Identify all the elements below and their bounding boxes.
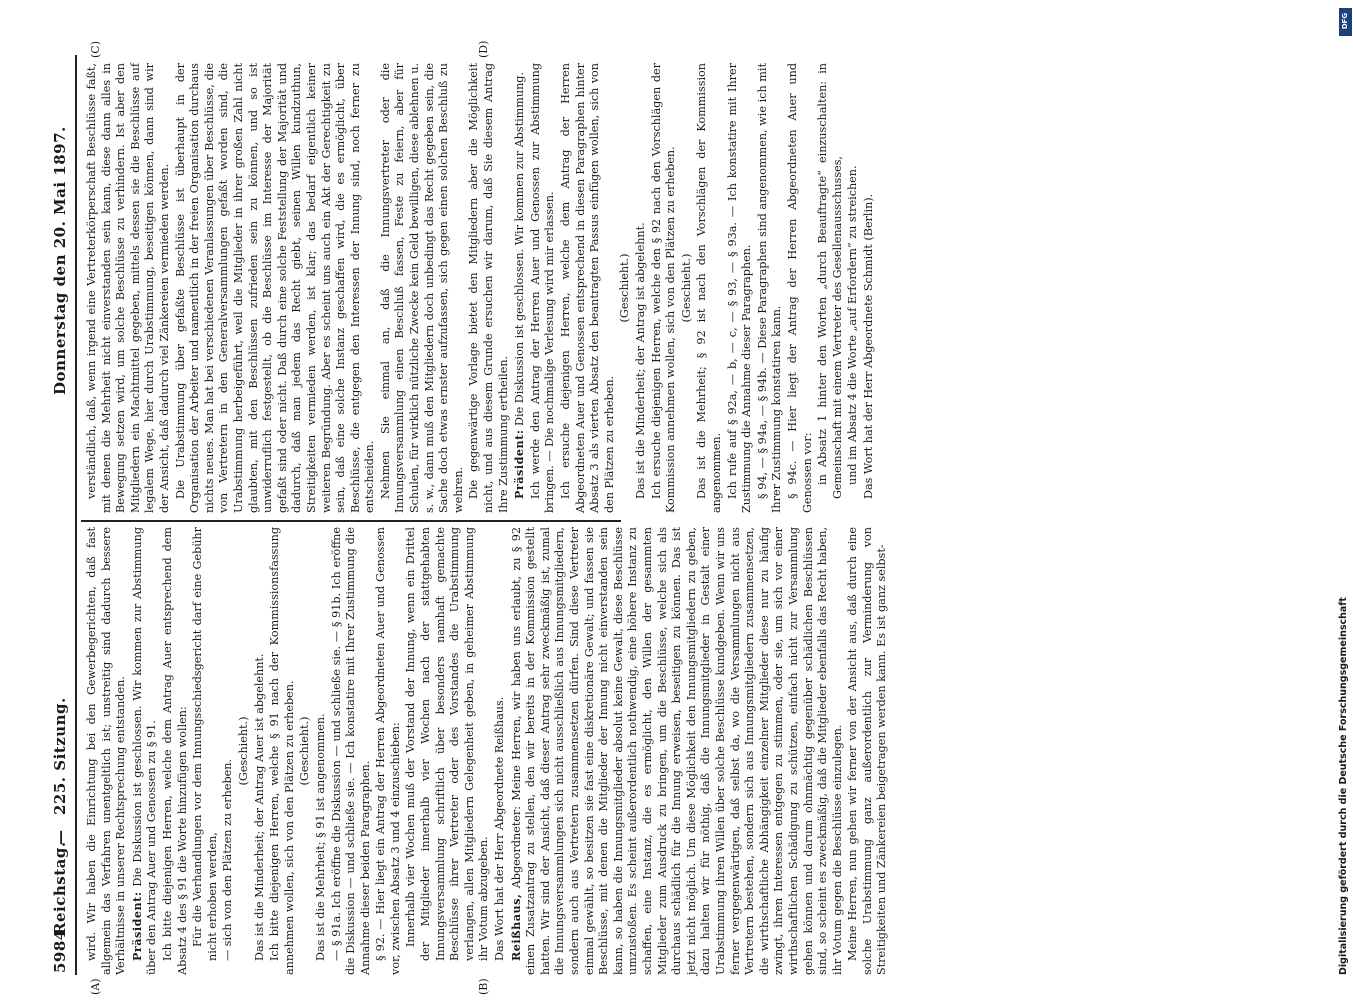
speaker-name: Reißhaus, [508,893,523,961]
quoted-motion [191,527,220,975]
margin-marker-c: (C) [89,41,102,58]
paragraph-text: § 94, — § 94a, — § 94b. — Diese Paragraphen sind angenommen, wie ich mit Ihrer Zustimmung konstatiren kann. [755,63,784,513]
paragraph-text: Die Diskussion ist geschlossen. Wir kommen zur Abstimmung über den Antrag Auer und Genossen zu § 91. [130,527,159,975]
paragraph [379,63,467,513]
paragraph [330,527,374,975]
paragraph [650,63,679,513]
logo-text: DFG [1341,12,1349,30]
paragraph [786,63,815,513]
paragraph [862,63,877,513]
speech-paragraph [509,527,846,975]
paragraph [756,63,785,513]
paragraph-text: Ich bitte diejenigen Herren, welche dem Antrag Auer entsprechend dem Absatz 4 des § 91 die Worte hinzufügen wollen: [160,527,189,975]
paragraph-text: Ich ersuche diejenigen Herren, welche den § 92 nach den Vorschlägen der Kommission annehmen wollen, sich von den Plätzen zu erheben. [649,63,678,513]
paragraph [314,527,329,975]
rotated-page [45,40,1275,995]
paragraph-text: und im Absatz 4 die Worte „auf Erfordern“ zu streichen. [846,165,860,485]
paragraph-text: — § 91a. Ich eröffne die Diskussion — und schließe sie. — § 91b. Ich eröffne die Diskussion — und schließe sie. — Ich konstatire mit Ihrer Zustimmung die Annahme dieser beiden Paragraphen. [329,527,372,975]
paragraph-text: Ich rufe auf § 92a, — b, — c, — § 93, — § 93a. — Ich konstatire mit Ihrer Zustimmung die Annahme dieser Paragraphen. [725,63,754,513]
paragraph-text: (Geschieht.) [298,716,312,786]
header-session: 225. Sitzung. [51,697,69,815]
column-divider [81,520,621,522]
paragraph-text: Das ist die Minderheit; der Antrag ist abgelehnt. [633,222,647,499]
paragraph [467,63,511,513]
paragraph-text: Die Diskussion ist geschlossen. Wir kommen zur Abstimmung. [513,71,527,426]
paragraph-text: Das ist die Mehrheit; § 91 ist angenommen. [313,713,327,961]
paragraph [85,63,173,513]
paragraph-text: (Geschieht.) [618,253,632,323]
paragraph-text: Nehmen Sie einmal an, daß die Innungsvertreter oder die Innungsversammlung einen Beschluß fassen, Feste zu feiern, aber für Schulen, für wirklich nützliche Zwecke kein Geld bewilligen, diese ablehnen u. s. w., dann muß den Mitgliedern doch unbedingt das Recht gegeben sein, die Sache doch etwas ernster aufzufassen, sich gegen einen solchen Beschluß zu wehren. [378,63,465,513]
paragraph-text: Abgeordneter: Meine Herren, wir haben uns erlaubt, zu § 92 einen Zusatzantrag zu stellen, den wir bereits in der Kommission gestellt hatten. Wir sind der Ansicht, daß dieser Antrag sehr zweckmäßig ist, zumal die Innungsversammlungen sich nicht ausschließlich aus Innungsmitgliedern, sondern auch aus Vertretern zusammensetzen dürfen. Sind diese Vertreter einmal gewählt, so besitzen sie fast eine diskretionäre Gewalt; und fassen sie Beschlüsse, mit denen die Mitglieder der Innung nicht einverstanden sein kann, so haben die Innungsmitglieder absolut keine Gewalt, diese Beschlüsse umzustoßen. Es scheint außerordentlich nothwendig, eine höhere Instanz zu schaffen, eine Instanz, die es ermöglicht, den Willen der gesammten Mitglieder zum Ausdruck zu bringen, um die Beschlüsse, welche sich als durchaus schädlich für die Innung erweisen, beseitigen zu können. Das ist jetzt nicht möglich. Um diese Möglichkeit den Innungsmitgliedern zu geben, dazu halten wir für nöthig, daß die Innungsmitglieder in Gestalt einer Urabstimmung ihren Willen über solche Beschlüsse kundgeben. Wenn wir uns ferner vergegenwärtigen, daß selbst da, wo die Versammlungen nicht aus Vertretern bestehen, sondern sich aus Innungsmitgliedern zusammensetzen, die wirthschaftliche Abhängigkeit einzelner Mitglieder diese nur zu häufig zwingt, ihren Interessen entgegen zu stimmen, oder sie, um sich vor einer wirthschaftlichen Schädigung zu schützen, einfach nicht zur Versammlung gehen können und darum ohnmächtig gegenüber schädlichen Beschlüssen sind, so scheint es zweckmäßig, daß die Mitglieder ebenfalls das Recht haben, ihr Votum gegen die Beschlüsse einzulegen. [509,527,844,975]
paragraph-text: Das ist die Mehrheit; § 92 ist nach den Vorschlägen der Kommission angenommen. [695,63,723,513]
margin-marker-b: (B) [477,978,490,995]
paragraph [695,63,724,513]
paragraph-text: Die Urabstimmung über gefaßte Beschlüsse ist überhaupt in der Organisation der Arbeiter und namentlich in der freien Organisation durchaus nichts neues. Man hat bei verschiedenen Veranlassungen über Beschlüsse, die von Vertretern in den Generalversammlungen gefaßt worden sind, die Urabstimmung herbeigeführt, weil die Mitglieder in ihrer großen Zahl nicht glaubten, mit den Beschlüssen zufrieden sein zu können, und so ist unwiderruflich festgestellt, ob die Beschlüsse im Interesse der Majorität gefaßt sind oder nicht. Daß durch eine solche Feststellung der Majorität und dadurch, daß man jedem das Recht giebt, seinen Willen kundzuthun, Streitigkeiten vermieden werden, ist klar; das bedarf eigentlich keiner weiteren Begründung. Aber es scheint uns auch ein Akt der Gerechtigkeit zu sein, daß eine solche Instanz geschaffen wird, die es ermöglicht, über Beschlüsse, die entgegen den Interessen der Innung sind, noch ferner zu entscheiden. [173,63,377,513]
quoted-motion [846,63,861,513]
speaker-name: Präsident: [129,891,144,961]
paragraph [559,63,617,513]
paragraph-text: Meine Herren, nun gehen wir ferner von der Ansicht aus, daß durch eine solche Urabstimmung ganz außerordentlich zur Verminderung von Streitigkeiten und Zänkereien beigetragen werden kann. Es ist ganz selbst- [846,527,889,975]
right-column [85,63,875,513]
stage-note [298,527,313,975]
header-publication: Reichstag. [51,841,69,935]
paragraph [493,527,508,975]
paragraph [174,63,378,513]
header-date: Donnerstag den 20. Mai 1897. [51,126,69,395]
digitization-note-text: Digitalisierung gefördert durch die Deutsche Forschungsgemeinschaft [1338,597,1349,975]
stage-note [618,63,633,513]
paragraph [634,63,649,513]
paragraph [85,527,129,975]
paragraph [221,527,236,975]
paragraph-text: Für die Verhandlungen vor dem Innungsschiedsgericht darf eine Gebühr nicht erhoben werden, [191,527,219,961]
speech-paragraph [130,527,160,975]
stage-note [680,63,695,513]
margin-marker-a: (A) [89,978,102,995]
quoted-motion [816,63,845,513]
margin-marker-d: (D) [477,40,490,58]
speaker-name: Präsident: [512,429,527,499]
paragraph [253,527,268,975]
paragraph-text: Ich ersuche diejenigen Herren, welche dem Antrag der Herren Abgeordneten Auer und Genossen entsprechend in diesen Paragraphen hinter Absatz 3 als vierten Absatz den beantragten Passus einfügen wollen, sich von den Plätzen zu erheben. [559,63,616,513]
paragraph-text: Die gegenwärtige Vorlage bietet den Mitgliedern aber die Möglichkeit nicht, und aus diesem Grunde ersuchen wir darum, daß Sie diesem Antrag Ihre Zustimmung ertheilen. [467,63,510,513]
paragraph-text: Innerhalb vier Wochen muß der Vorstand der Innung, wenn ein Drittel der Mitglieder innerhalb vier Wochen nach der stattgehabten Innungsversammlung schriftlich über besonders namhaft gemachte Beschlüsse ihrer Vertreter oder des Vorstandes die Urabstimmung verlangen, allen Mitgliedern Gelegenheit geben, in geheimer Abstimmung ihr Votum abzugeben. [404,527,491,961]
header-rule [75,55,77,975]
paragraph-text: verständlich, daß, wenn irgend eine Vertreterkörperschaft Beschlüsse faßt, mit denen die Mehrheit nicht einverstanden sein kann, diese dann alles in Bewegung setzen wird, um solche Beschlüsse zu verhindern. Ist aber den Mitgliedern ein Machtmittel gegeben, mittels dessen sie die Beschlüsse auf legalem Wege, hier durch Urabstimmung, beseitigen können, dann sind wir der Ansicht, daß dadurch viel Zänkereien vermieden werden. [85,63,171,513]
page-header [45,55,75,975]
page-number: 5984 [51,929,69,973]
paragraph-text: Das Wort hat der Herr Abgeordnete Reißhaus. [493,696,507,961]
header-separator: — [51,829,69,845]
paragraph-text: Ich werde den Antrag der Herren Auer und Genossen zur Abstimmung bringen. — Die nochmalige Verlesung wird mir erlassen. [528,63,557,513]
paragraph [161,527,190,975]
paragraph-text: (Geschieht.) [679,253,693,323]
paragraph [268,527,297,975]
paragraph-text: (Geschieht.) [236,716,250,786]
paragraph-text: § 92. — Hier liegt ein Antrag der Herren Abgeordneten Auer und Genossen vor, zwischen Absatz 3 und 4 einzuschieben: [374,527,402,975]
paragraph [374,527,403,975]
left-column [85,527,889,975]
stage-note [237,527,252,975]
speech-paragraph [512,63,528,513]
paragraph-text: Ich bitte diejenigen Herren, welche § 91 nach der Kommissionsfassung annehmen wollen, sich von den Plätzen zu erheben. [268,527,296,975]
quoted-motion [404,527,492,975]
digitization-note [1337,10,1353,995]
paragraph-text: in Absatz 1 hinter den Worten „durch Beauftragte“ einzuschalten: in Gemeinschaft mit einem Vertreter des Gesellenausschusses, [816,63,844,499]
paragraph-text: Das ist die Minderheit; der Antrag Auer ist abgelehnt. [252,653,266,961]
paragraph-text: § 94c. — Hier liegt der Antrag der Herren Abgeordneten Auer und Genossen vor: [785,63,814,513]
paragraph-text: Das Wort hat der Herr Abgeordnete Schmidt (Berlin). [861,193,875,499]
paragraph [726,63,755,513]
paragraph-text: — sich von den Plätzen zu erheben. [221,759,235,961]
paragraph-text: wird. Wir haben die Einrichtung bei den Gewerbegerichten, daß fast allgemein das Verfahren unentgeltlich ist; unstreitig sind dadurch bessere Verhältnisse in unserer Rechtsprechung entstanden. [85,527,128,975]
paragraph [529,63,558,513]
paragraph [846,527,890,975]
